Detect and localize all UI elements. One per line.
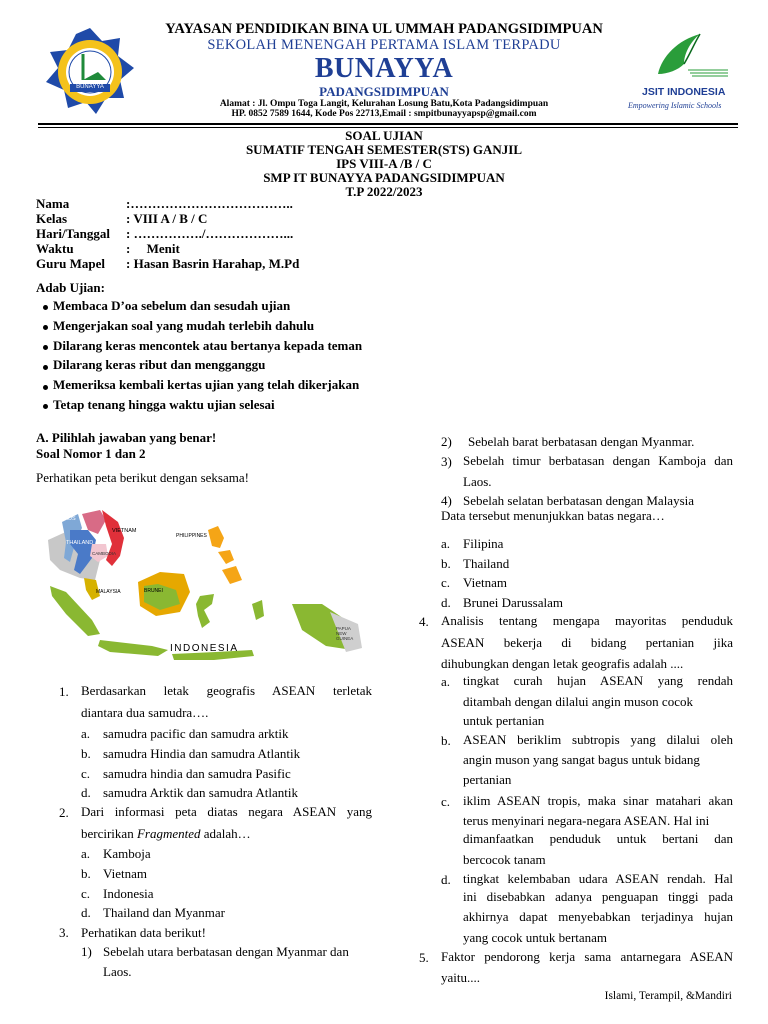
q3-question: Data tersebut menunjukkan batas negara… [441, 508, 665, 523]
bullet-icon [43, 325, 48, 330]
identity-value-name: :……………………………….. [126, 196, 293, 211]
q2-text-2b: Fragmented [136, 826, 201, 841]
map-label-cambodia: CAMBODIA [92, 551, 117, 556]
option-label: d. [81, 905, 91, 920]
option-label: d. [441, 595, 451, 610]
q5-text-2: yaitu.... [441, 970, 480, 985]
q4-option-d-4: yang cocok untuk bertanam [463, 930, 608, 945]
exam-class: IPS VIII-A /B / C [336, 156, 432, 171]
q2-text-2 [81, 826, 251, 842]
q3-option-c: Vietnam [463, 575, 507, 590]
map-label-philippines: PHILIPPINES [176, 533, 207, 539]
option-label: c. [81, 886, 91, 901]
q3-option-d: Brunei Darussalam [463, 595, 564, 610]
option-label: b. [81, 746, 91, 761]
map-label-papua-3: GUINEA [336, 636, 354, 641]
rule-item: Mengerjakan soal yang mudah terlebih dahulu [53, 318, 315, 333]
map-label-papua-1: PAPUA [336, 626, 351, 631]
q2-text-1: Dari informasi peta diatas negara ASEAN yang [81, 804, 372, 819]
identity-value-time: : Menit [126, 241, 180, 256]
exam-type: SUMATIF TENGAH SEMESTER(STS) GANJIL [245, 142, 523, 157]
option-label: a. [441, 536, 451, 551]
school-address: Alamat : Jl. Ompu Toga Langit, Kelurahan Losung Batu,Kota Padangsidimpuan [219, 99, 549, 109]
school-contact: HP. 0852 7589 1644, Kode Pos 22713,Email : smpitbunayyapsp@gmail.com [231, 109, 537, 119]
school-type: SEKOLAH MENENGAH PERTAMA ISLAM TERPADU [207, 37, 561, 53]
rule-item: Dilarang keras ribut dan mengganggu [53, 357, 266, 372]
q3-option-a: Filipina [463, 536, 504, 551]
section-title: A. Pilihlah jawaban yang benar! [36, 430, 217, 445]
map-label-papua-2: NEW [336, 631, 347, 636]
logo-name: BUNAYYA [76, 84, 104, 90]
identity-value-class: : VIII A / B / C [126, 211, 208, 226]
q3-data-4: Sebelah selatan berbatasan dengan Malaysia [463, 493, 695, 508]
q4-text-2: ASEAN bekerja di bidang pertanian jika [441, 635, 733, 650]
q4-option-b-2: angin muson yang sangat bagus untuk bidang [463, 752, 700, 767]
q4-option-c-3: dimanfaatkan penduduk untuk bertani dan [463, 831, 733, 846]
q3-data-3b: Laos. [463, 474, 492, 489]
q3-data-1a: Sebelah utara berbatasan dengan Myanmar dan [103, 944, 349, 959]
q4-option-b-1: ASEAN beriklim subtropis yang dilalui oleh [463, 732, 733, 747]
school-name: BUNAYYA [314, 53, 454, 84]
q4-option-d-1: tingkat kelembaban udara ASEAN rendah. Hal [463, 871, 733, 886]
q3-data-3a: Sebelah timur berbatasan dengan Kamboja dan [463, 453, 733, 468]
question-number: 5. [419, 950, 429, 965]
identity-label-class: Kelas [36, 211, 68, 226]
map-label-malaysia: MALAYSIA [96, 589, 121, 595]
option-label: c. [81, 766, 91, 781]
q2-text-2c: adalah… [200, 826, 251, 841]
rules-title: Adab Ujian: [36, 280, 105, 295]
q1-text-1: Berdasarkan letak geografis ASEAN terletak [81, 683, 372, 698]
q4-option-a-3: untuk pertanian [463, 713, 545, 728]
identity-label-teacher: Guru Mapel [36, 256, 105, 271]
option-label: a. [81, 726, 91, 741]
q3-data-1b: Laos. [103, 964, 132, 979]
q1-option-b: samudra Hindia dan samudra Atlantik [103, 746, 301, 761]
q4-text-3: dihubungkan dengan letak geografis adalah .... [441, 656, 684, 671]
question-number: 4. [419, 614, 429, 629]
header-divider-thick [38, 123, 738, 125]
question-number: 3. [59, 925, 69, 940]
identity-value-teacher: : Hasan Basrin Harahap, M.Pd [126, 256, 300, 271]
jsit-title: JSIT INDONESIA [642, 86, 726, 98]
q4-text-1: Analisis tentang mengapa mayoritas penduduk [441, 613, 733, 628]
q4-option-a-1: tingkat curah hujan ASEAN yang rendah [463, 673, 733, 688]
q1-option-c: samudra hindia dan samudra Pasific [103, 766, 291, 781]
q4-option-a-2: ditambah dengan dilalui angin muson cocok [463, 694, 693, 709]
option-label: c. [441, 794, 451, 809]
q3-intro: Perhatikan data berikut! [81, 925, 206, 940]
section-subtitle: Soal Nomor 1 dan 2 [36, 446, 146, 461]
identity-label-name: Nama [36, 196, 70, 211]
bullet-icon [43, 305, 48, 310]
exam-year: T.P 2022/2023 [345, 184, 423, 199]
q3-data-2: Sebelah barat berbatasan dengan Myanmar. [468, 434, 695, 449]
rule-item: Membaca D’oa sebelum dan sesudah ujian [53, 298, 291, 313]
foundation-name: YAYASAN PENDIDIKAN BINA UL UMMAH PADANGSIDIMPUAN [165, 21, 603, 37]
option-label: d. [441, 872, 451, 887]
q4-option-c-4: bercocok tanam [463, 852, 546, 867]
rule-item: Dilarang keras mencontek atau bertanya kepada teman [53, 338, 363, 353]
q4-option-d-3: akhirnya dapat menyebabkan terjadinya hujan [463, 909, 733, 924]
identity-label-date: Hari/Tanggal [36, 226, 110, 241]
q2-option-c: Indonesia [103, 886, 154, 901]
jsit-tagline: Empowering Islamic Schools [628, 101, 722, 110]
map-instruction: Perhatikan peta berikut dengan seksama! [36, 470, 249, 485]
q4-option-b-3: pertanian [463, 772, 512, 787]
q4-option-c-2: terus menyinari negara-negara ASEAN. Hal ini [463, 813, 710, 828]
q2-option-b: Vietnam [103, 866, 147, 881]
option-label: b. [441, 733, 451, 748]
data-item-number: 4) [441, 493, 452, 508]
q2-option-a: Kamboja [103, 846, 151, 861]
bullet-icon [43, 345, 48, 350]
option-label: b. [81, 866, 91, 881]
exam-title: SOAL UJIAN [345, 128, 423, 143]
bullet-icon [43, 404, 48, 409]
map-label-vietnam: VIETNAM [112, 528, 137, 534]
option-label: a. [81, 846, 91, 861]
bullet-icon [43, 385, 48, 390]
identity-value-date: : ……………./………………... [126, 226, 294, 241]
q2-text-2a: bercirikan [81, 826, 137, 841]
question-number: 2. [59, 805, 69, 820]
data-item-number: 1) [81, 944, 92, 959]
identity-label-time: Waktu [36, 241, 74, 256]
option-label: d. [81, 785, 91, 800]
exam-school: SMP IT BUNAYYA PADANGSIDIMPUAN [263, 170, 505, 185]
data-item-number: 2) [441, 434, 452, 449]
page-footer: Islami, Terampil, &Mandiri [604, 990, 732, 1002]
data-item-number: 3) [441, 454, 452, 469]
bullet-icon [43, 365, 48, 370]
q2-option-d: Thailand dan Myanmar [103, 905, 226, 920]
map-label-indonesia: INDONESIA [170, 643, 239, 654]
question-number: 1. [59, 684, 69, 699]
school-city: PADANGSIDIMPUAN [319, 84, 449, 99]
q1-text-2: diantara dua samudra…. [81, 705, 209, 720]
map-label-laos: LAOS [61, 516, 76, 522]
rule-item: Memeriksa kembali kertas ujian yang telah dikerjakan [53, 377, 360, 392]
q1-option-a: samudra pacific dan samudra arktik [103, 726, 289, 741]
q1-option-d: samudra Arktik dan samudra Atlantik [103, 785, 298, 800]
map-label-thailand: THAILAND [66, 540, 94, 546]
q5-text-1: Faktor pendorong kerja sama antarnegara ASEAN [441, 949, 733, 964]
option-label: c. [441, 575, 451, 590]
rule-item: Tetap tenang hingga waktu ujian selesai [53, 397, 275, 412]
option-label: a. [441, 674, 451, 689]
option-label: b. [441, 556, 451, 571]
q4-option-c-1: iklim ASEAN tropis, maka sinar matahari akan [463, 793, 733, 808]
q3-option-b: Thailand [463, 556, 510, 571]
map-label-brunei: BRUNEI [144, 588, 163, 594]
q4-option-d-2: ini disebabkan adanya penguapan tinggi pada [463, 889, 733, 904]
map-label-papua [336, 626, 353, 641]
